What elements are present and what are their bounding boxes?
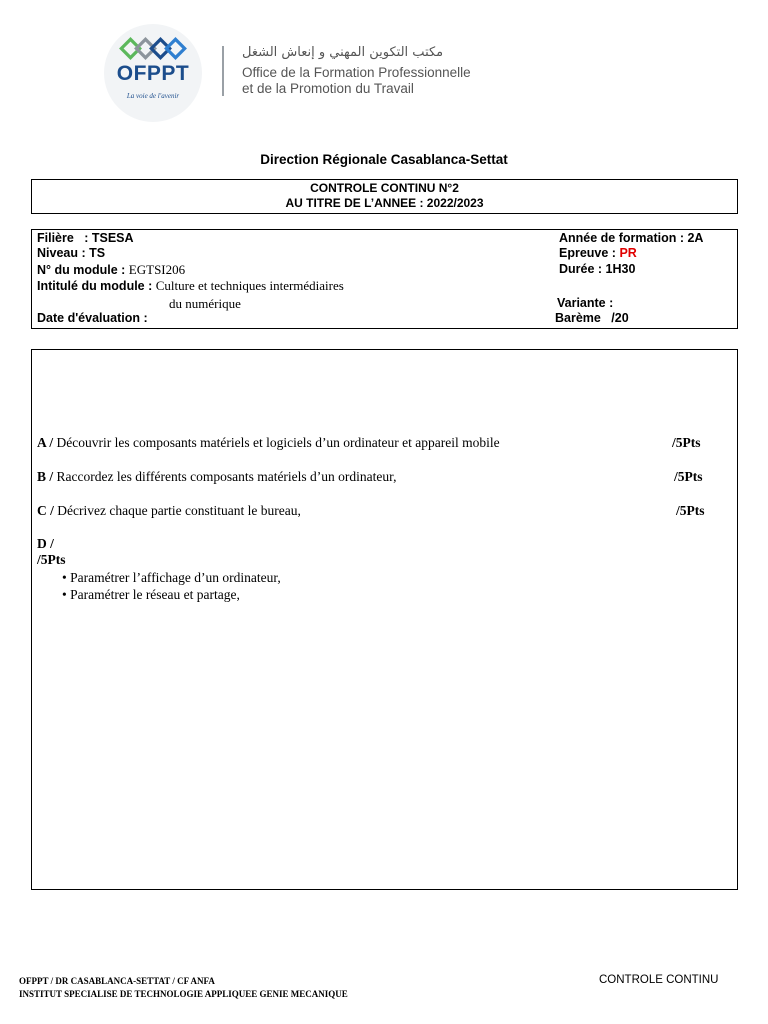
niveau-label: Niveau : TS bbox=[37, 246, 106, 260]
exam-year: AU TITRE DE L’ANNEE : 2022/2023 bbox=[285, 196, 484, 210]
module-number-label: N° du module : bbox=[37, 263, 129, 277]
question-c-letter: C / bbox=[37, 503, 54, 518]
filiere-label: Filière : TSESA bbox=[37, 231, 134, 245]
questions-box bbox=[31, 349, 738, 890]
question-d-bullet-text: Paramétrer le réseau et partage, bbox=[70, 587, 240, 602]
question-a bbox=[37, 435, 500, 451]
logo-tagline: La voie de l'avenir bbox=[126, 92, 180, 100]
module-number bbox=[37, 262, 185, 278]
bullet-icon: • bbox=[62, 570, 67, 585]
org-name-line2: et de la Promotion du Travail bbox=[242, 81, 414, 96]
question-b-points: /5Pts bbox=[674, 469, 703, 484]
module-title bbox=[37, 278, 344, 294]
question-a-text: Découvrir les composants matériels et logiciels d’un ordinateur et appareil mobile bbox=[53, 435, 500, 450]
logo-divider bbox=[222, 46, 224, 96]
epreuve bbox=[559, 246, 637, 260]
question-b-letter: B / bbox=[37, 469, 54, 484]
module-title-label: Intitulé du module : bbox=[37, 279, 156, 293]
question-d-bullet bbox=[62, 587, 240, 603]
variant-label: Variante : bbox=[557, 296, 614, 310]
logo-text: OFPPT bbox=[116, 62, 190, 85]
org-name-arabic: مكتب التكوين المهني و إنعاش الشغل bbox=[242, 45, 444, 60]
training-year-label: Année de formation : 2A bbox=[559, 231, 704, 245]
question-b-text: Raccordez les différents composants matériels d’un ordinateur, bbox=[53, 469, 397, 484]
question-d-bullet bbox=[62, 570, 281, 586]
question-a-letter: A / bbox=[37, 435, 54, 450]
exam-title: CONTROLE CONTINU N°2 bbox=[310, 181, 459, 195]
ofppt-logo-icon bbox=[118, 36, 188, 62]
question-c-points: /5Pts bbox=[676, 503, 705, 518]
module-title-value-line2: du numérique bbox=[169, 296, 241, 311]
bullet-icon: • bbox=[62, 587, 67, 602]
epreuve-label: Epreuve : bbox=[559, 246, 620, 260]
module-number-value: EGTSI206 bbox=[128, 262, 186, 277]
question-c bbox=[37, 503, 301, 519]
question-c-text: Décrivez chaque partie constituant le bureau, bbox=[53, 503, 301, 518]
question-d-bullet-text: Paramétrer l’affichage d’un ordinateur, bbox=[70, 570, 281, 585]
epreuve-value: PR bbox=[619, 246, 637, 260]
question-a-points: /5Pts bbox=[672, 435, 701, 450]
module-title-value: Culture et techniques intermédiaires bbox=[155, 278, 344, 293]
question-d-letter: D / bbox=[37, 536, 54, 551]
footer-right: CONTROLE CONTINU bbox=[599, 974, 719, 986]
evaluation-date-label: Date d'évaluation : bbox=[37, 311, 148, 325]
direction-heading: Direction Régionale Casablanca-Settat bbox=[260, 152, 508, 167]
duration-label: Durée : 1H30 bbox=[559, 262, 636, 276]
question-b bbox=[37, 469, 396, 485]
scale-label: Barème /20 bbox=[555, 311, 629, 325]
org-name-line1: Office de la Formation Professionnelle bbox=[242, 65, 471, 80]
question-d-points: /5Pts bbox=[37, 552, 66, 567]
footer-line1: OFPPT / DR CASABLANCA-SETTAT / CF ANFA bbox=[19, 976, 215, 986]
footer-line2: INSTITUT SPECIALISE DE TECHNOLOGIE APPLIQUEE GENIE MECANIQUE bbox=[19, 989, 348, 999]
